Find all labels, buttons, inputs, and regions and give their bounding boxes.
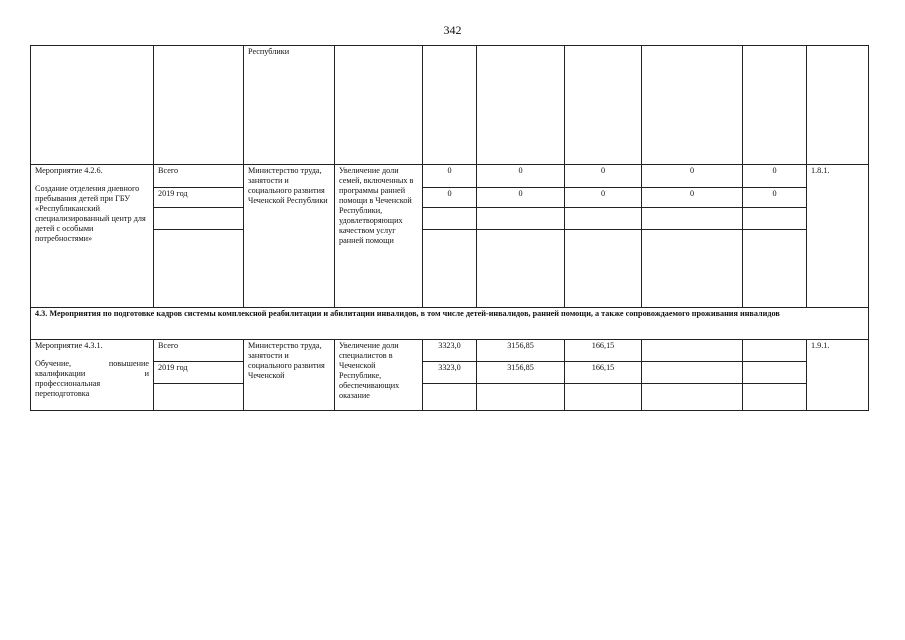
- event-description: Создание отделения дневного пребывания детей при ГБУ «Республиканский специализированный центр для детей с особыми потребностями»: [35, 184, 146, 243]
- value-cell: 0: [423, 165, 477, 188]
- table-cell: [807, 46, 869, 165]
- table-row: [31, 46, 869, 165]
- value-cell: [743, 362, 807, 384]
- value-cell: [743, 340, 807, 362]
- executor-cell: Министерство труда, занятости и социального развития Чеченской Республики: [244, 165, 335, 308]
- table-cell: [31, 46, 154, 165]
- value-cell: 3156,85: [477, 362, 565, 384]
- value-cell: 0: [477, 165, 565, 188]
- table-cell: [743, 230, 807, 308]
- table-cell: [423, 384, 477, 411]
- value-cell: [642, 340, 743, 362]
- table-cell: [565, 46, 642, 165]
- table-cell: [423, 230, 477, 308]
- executor-cell: Республики: [244, 46, 335, 165]
- indicator-cell: 1.8.1.: [807, 165, 869, 308]
- value-cell: 3156,85: [477, 340, 565, 362]
- value-cell: 0: [642, 188, 743, 208]
- funding-source-cell: Всего: [154, 165, 244, 188]
- event-description: Обучение, повышение квалификации и профессиональная переподготовка: [35, 359, 149, 398]
- table-cell: [743, 384, 807, 411]
- value-cell: 166,15: [565, 362, 642, 384]
- table-cell: [477, 208, 565, 230]
- table-cell: [477, 384, 565, 411]
- funding-year-cell: 2019 год: [154, 188, 244, 208]
- table-cell: [642, 384, 743, 411]
- event-title: Мероприятие 4.3.1.: [35, 341, 103, 350]
- value-cell: 0: [743, 165, 807, 188]
- table-cell: [642, 46, 743, 165]
- table-cell: [477, 46, 565, 165]
- table-cell: [743, 208, 807, 230]
- table-row: [31, 165, 869, 188]
- table-row: [31, 230, 869, 308]
- table-cell: [335, 46, 423, 165]
- funding-year-cell: 2019 год: [154, 362, 244, 384]
- table-cell: [565, 384, 642, 411]
- value-cell: 0: [477, 188, 565, 208]
- table-row: [31, 362, 869, 384]
- table-row: [31, 188, 869, 208]
- table-cell: [642, 230, 743, 308]
- value-cell: 0: [565, 165, 642, 188]
- table-row: [31, 208, 869, 230]
- table-cell: [154, 208, 244, 230]
- table-row: [31, 308, 869, 340]
- program-table: [30, 45, 869, 411]
- table-cell: [423, 208, 477, 230]
- table-cell: [477, 230, 565, 308]
- value-cell: 166,15: [565, 340, 642, 362]
- table-row: [31, 384, 869, 411]
- table-row: [31, 340, 869, 362]
- value-cell: 0: [642, 165, 743, 188]
- event-name-cell: [31, 340, 154, 411]
- result-cell: Увеличение доли специалистов в Чеченской Республике, обеспечивающих оказание: [335, 340, 423, 411]
- funding-source-cell: Всего: [154, 340, 244, 362]
- value-cell: 0: [743, 188, 807, 208]
- page-number: 342: [443, 23, 462, 37]
- table-cell: [565, 208, 642, 230]
- value-cell: 0: [423, 188, 477, 208]
- table-cell: [154, 230, 244, 308]
- table-cell: [423, 46, 477, 165]
- executor-cell: Министерство труда, занятости и социального развития Чеченской: [244, 340, 335, 411]
- value-cell: 0: [565, 188, 642, 208]
- table-cell: [154, 46, 244, 165]
- table-cell: [154, 384, 244, 411]
- value-cell: 3323,0: [423, 362, 477, 384]
- event-name-cell: [31, 165, 154, 308]
- result-cell: Увеличение доли семей, включенных в программы ранней помощи в Чеченской Республики, удовлетворяющих качеством услуг ранней помощи: [335, 165, 423, 308]
- event-title: Мероприятие 4.2.6.: [35, 166, 103, 175]
- table-cell: [565, 230, 642, 308]
- indicator-cell: 1.9.1.: [807, 340, 869, 411]
- value-cell: 3323,0: [423, 340, 477, 362]
- value-cell: [642, 362, 743, 384]
- section-heading: 4.3. Мероприятия по подготовке кадров системы комплексной реабилитации и абилитации инвалидов, в том числе детей-инвалидов, ранней помощи, а также сопровождаемого проживания инвалидов: [31, 308, 869, 340]
- table-cell: [743, 46, 807, 165]
- table-cell: [642, 208, 743, 230]
